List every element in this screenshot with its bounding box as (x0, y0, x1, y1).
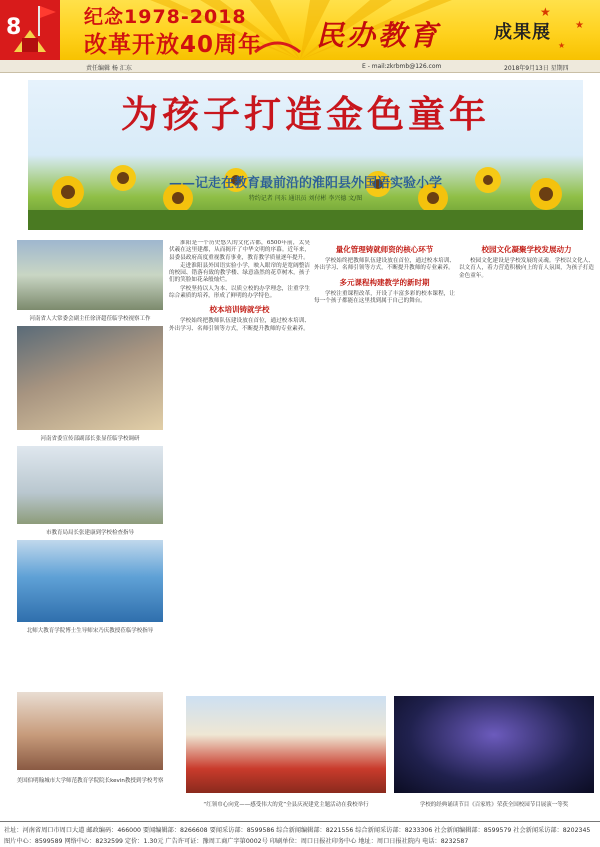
caption-1: 河南省人大常委会副主任徐济超莅临学校视察工作 (29, 316, 151, 322)
editor-credit: 责任编辑 杨 汇东 (86, 65, 132, 72)
paragraph: 学校注重课程改革，开设了丰富多彩的校本课程，让每一个孩子都能在这里找到属于自己的舞台。 (314, 290, 455, 304)
issue-date: 2018年9月13日 星期四 (504, 65, 569, 72)
caption-7: 学校的经典诵读节目《百家姓》荣获全国校园节目展演一等奖 (419, 802, 569, 808)
commemoration-line1: 纪念1978-2018 (84, 6, 247, 28)
svg-text:★: ★ (540, 5, 551, 19)
caption-6: “红领巾心向党——感受伟大的党”全县庆祝建党主题活动在我校举行 (203, 802, 369, 808)
paragraph: 学校始终把教师队伍建设放在首位，通过校本培训、外出学习、名师引领等方式，不断提升教师的专业素养。 (169, 318, 310, 332)
photo-visit-5 (17, 692, 163, 770)
photo-visit-4 (17, 540, 163, 622)
caption-2: 河南省委宣传部副部长张显莅临学校调研 (40, 436, 140, 442)
section-title: 成果展 (494, 22, 551, 43)
paragraph: 校园文化建设是学校发展的灵魂。学校以文化人、以文育人，着力营造积极向上的育人氛围，为孩子打造金色童年。 (459, 258, 594, 279)
headline: 为孩子打造金色童年 (121, 92, 490, 136)
footer-imprint (0, 821, 600, 847)
paragraph: 淮阳是一个历史悠久的文化古都，6500年前，太昊伏羲在这里建都，从而揭开了中华文明的序幕。近年来，县委县政府高度重视教育事业，教育教学质量逐年提升。 (169, 240, 310, 261)
svg-text:★: ★ (575, 20, 584, 31)
text-column-2 (314, 240, 455, 686)
section-heading: 校本培训铸就学校 (209, 305, 270, 315)
paragraph: 学校坚持以人为本、以质立校的办学理念，注重学生综合素质的培养，形成了鲜明的办学特色。 (169, 285, 310, 300)
photo-ceremony (186, 696, 386, 793)
section-heading: 校园文化凝聚学校发展动力 (481, 245, 572, 254)
brand-title: 民办教育 (316, 19, 441, 52)
text-column-1 (169, 240, 310, 686)
page-number: 8 (6, 15, 22, 40)
photo-visit-2 (17, 326, 163, 430)
section-heading: 量化管理铸就师资的核心环节 (335, 245, 434, 254)
text-column-3 (459, 240, 594, 686)
section-heading: 多元课程构建教学的新时期 (339, 277, 430, 287)
caption-5: 美国伯明翰城市大学师范教育学院院长kevin教授到学校考察 (16, 778, 164, 784)
email: E - mail:zkrbmb@126.com (362, 63, 442, 70)
paragraph: 走进淮阳县外国语实验小学，映入眼帘的是宽阔整洁的校园、错落有致的教学楼、绿意盎然的花草树木，孩子们的笑脸如花朵般灿烂。 (169, 262, 310, 284)
footer-line-2: 图片中心：8599589 网络中心：8232599 定价：1.30元 广告许可证：豫周工商广字第0002号 印刷单位：周口日报社印务中心 地址：周口日报社院内 电话：8232587 (4, 838, 469, 845)
footer-line-1: 社址：河南省周口市周口大道 邮政编码：466000 要闻编辑部：8266608 要闻采访部：8599586 综合新闻编辑部：8221556 综合新闻采访部：8233306 社会新闻编辑部：8599579 社会新闻采访部：8202345 (4, 827, 591, 834)
paragraph: 学校始终把教师队伍建设放在首位，通过校本培训、外出学习、名师引领等方式，不断提升教师的专业素养。 (314, 258, 455, 272)
hero-banner (28, 80, 583, 230)
photo-visit-3 (17, 446, 163, 524)
masthead (0, 0, 600, 60)
info-bar (0, 60, 600, 73)
photo-stage-performance (394, 696, 594, 793)
subheadline: ——记走在教育最前沿的淮阳县外国语实验小学 (168, 176, 442, 191)
byline: 特约记者 闫东 通讯员 刘付彬 李兴德 文/图 (248, 195, 363, 202)
caption-3: 市教育局局长张建康到学校检查指导 (45, 530, 134, 536)
commemoration-line2: 改革开放40周年 (84, 32, 263, 58)
caption-4: 北师大教育学院博士生导师宋乃庆教授莅临学校指导 (26, 628, 154, 634)
photo-visit-1 (17, 240, 163, 310)
svg-text:★: ★ (558, 41, 566, 50)
